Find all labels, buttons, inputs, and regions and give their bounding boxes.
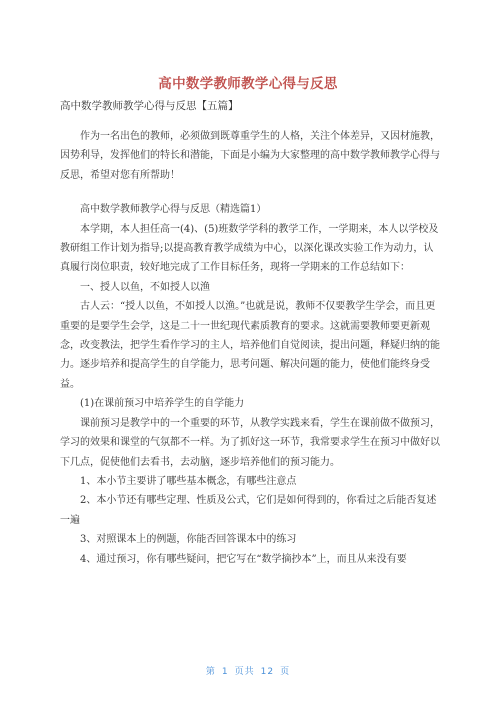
list-item: 1、本小节主要讲了哪些基本概念，有哪些注意点 [80,475,297,487]
document-body [60,127,440,569]
footer-label-total: 页共 [234,667,255,677]
footer-label-end: 页 [280,667,291,677]
footer-current-page: 1 [221,667,229,677]
intro-paragraph: 作为一名出色的教师，必须做到既尊重学生的人格，关注个体差异，又因材施教，因势利导，发挥他们的特长和潜能，下面是小编为大家整理的高中数学教师教学心得与反思，希望对您有所帮助！ [60,131,440,181]
list-item: 4、通过预习，你有哪些疑问，把它写在“数学摘抄本”上，而且从来没有要 [80,553,407,565]
document-subtitle: 高中数学教师教学心得与反思【五篇】 [60,100,239,112]
body-paragraph: 本学期，本人担任高一(4)、(5)班数学学科的教学工作，一学期来，本人以学校及教研组工作计划为指导;以提高教育教学成绩为中心，以深化课改实验工作为动力，认真履行岗位职责，较好地完成了工作目标任务，现将一学期来的工作总结如下： [60,223,439,274]
footer-total-pages: 12 [260,667,275,677]
paragraph-gap [60,185,440,200]
section-heading: 一、授人以鱼，不如授人以渔 [80,281,210,293]
page-footer [0,664,496,677]
footer-label-page: 第 [205,667,216,677]
body-paragraph: 古人云：“授人以鱼，不如授人以渔。”也就是说，教师不仅要教学生学会，而且更重要的是要学生会学，这是二十一世纪现代素质教育的要求。这就需要教师要更新观念，改变教法，把学生看作学习的主人，培养他们自觉阅读，提出问题，释疑归纳的能力。逐步培养和提高学生的自学能力，思考问题、解决问题的能力，使他们能终身受益。 [60,301,440,390]
body-paragraph: 课前预习是教学中的一个重要的环节，从教学实践来看，学生在课前做不做预习，学习的效果和课堂的气氛都不一样。为了抓好这一环节，我常要求学生在预习中做好以下几点，促使他们去看书，去动脑，逐步培养他们的预习能力。 [60,417,440,468]
list-item: 3、对照课本上的例题，你能否回答课本中的练习 [80,534,297,546]
list-item: 2、本小节还有哪些定理、性质及公式，它们是如何得到的，你看过之后能否复述一遍 [60,495,437,526]
subsection-heading: (1)在课前预习中培养学生的自学能力 [80,398,245,410]
section-heading: 高中数学教师教学心得与反思（精选篇1） [80,204,267,216]
document-title: 高中数学教师教学心得与反思 [158,76,338,92]
